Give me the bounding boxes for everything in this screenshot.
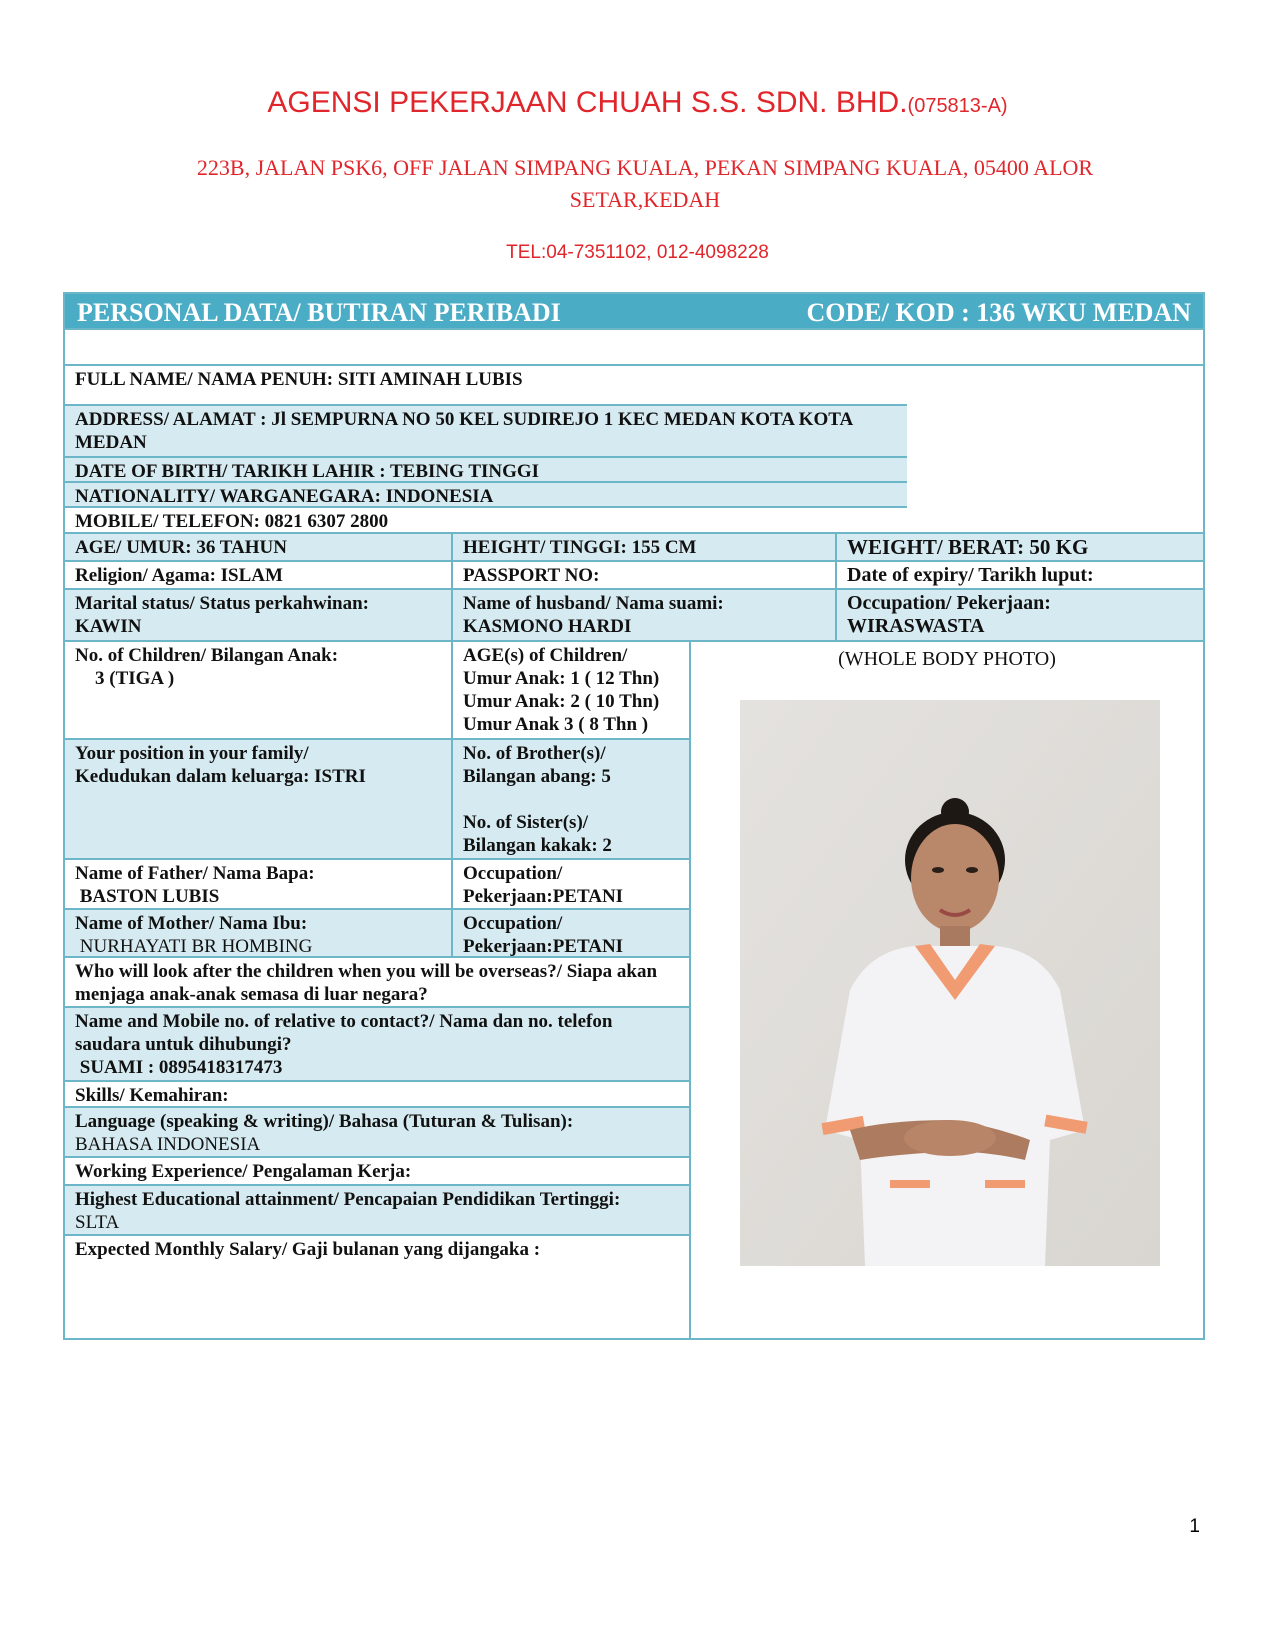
age-cell — [63, 532, 453, 562]
children-ages-cell — [451, 640, 691, 740]
dob-cell — [63, 456, 909, 483]
weight-cell — [835, 532, 1205, 562]
dob: DATE OF BIRTH/ TARIKH LAHIR : TEBING TINGGI — [75, 461, 540, 482]
father-occupation-value: Pekerjaan:PETANI — [463, 886, 624, 907]
position-value: Kedudukan dalam keluarga: ISTRI — [75, 766, 366, 787]
brothers-label: No. of Brother(s)/ — [463, 743, 606, 764]
occupation-cell — [835, 588, 1205, 642]
form-header — [63, 292, 1205, 330]
husband-label: Name of husband/ Nama suami: — [463, 593, 724, 614]
children-age-3: Umur Anak 3 ( 8 Thn ) — [463, 714, 649, 735]
mobile: MOBILE/ TELEFON: 0821 6307 2800 — [75, 511, 389, 532]
experience: Working Experience/ Pengalaman Kerja: — [75, 1161, 412, 1182]
nationality-cell — [63, 481, 909, 508]
mother-label: Name of Mother/ Nama Ibu: — [75, 913, 308, 934]
religion: Religion/ Agama: ISLAM — [75, 565, 283, 586]
position-label: Your position in your family/ — [75, 743, 309, 764]
company-tel: TEL:04-7351102, 012-4098228 — [506, 242, 769, 263]
education-label: Highest Educational attainment/ Pencapaian Pendidikan Tertinggi: — [75, 1189, 621, 1210]
form-code: CODE/ KOD : 136 WKU MEDAN — [806, 298, 1191, 327]
height-cell — [451, 532, 837, 562]
husband-value: KASMONO HARDI — [463, 616, 632, 637]
children-care: Who will look after the children when you will be overseas?/ Siapa akan menjaga anak-anak semasa di luar negara? — [75, 961, 658, 1005]
skills: Skills/ Kemahiran: — [75, 1085, 229, 1106]
blank-row — [63, 328, 1205, 366]
children-age-1: Umur Anak: 1 ( 12 Thn) — [463, 668, 660, 689]
language-value: BAHASA INDONESIA — [75, 1134, 261, 1155]
whole-body-photo — [740, 700, 1160, 1266]
company-name-text: AGENSI PEKERJAAN CHUAH S.S. SDN. BHD. — [267, 86, 908, 119]
marital-value: KAWIN — [75, 616, 142, 637]
husband-cell — [451, 588, 837, 642]
passport: PASSPORT NO: — [463, 565, 600, 586]
occupation-label: Occupation/ Pekerjaan: — [847, 592, 1051, 614]
position-cell — [63, 738, 453, 860]
father-occupation-cell — [451, 858, 691, 910]
mother-occupation-cell — [451, 908, 691, 958]
salary: Expected Monthly Salary/ Gaji bulanan yang dijangaka : — [75, 1239, 541, 1260]
children-label: No. of Children/ Bilangan Anak: — [75, 645, 339, 666]
relative-cell — [63, 1006, 691, 1082]
mother-cell — [63, 908, 453, 958]
mother-occupation-value: Pekerjaan:PETANI — [463, 936, 624, 957]
children-age-2: Umur Anak: 2 ( 10 Thn) — [463, 691, 660, 712]
education-cell — [63, 1184, 691, 1236]
father-cell — [63, 858, 453, 910]
expiry: Date of expiry/ Tarikh luput: — [847, 564, 1094, 586]
marital-cell — [63, 588, 453, 642]
occupation-value: WIRASWASTA — [847, 615, 985, 637]
children-cell — [63, 640, 453, 740]
father-value: BASTON LUBIS — [75, 886, 220, 907]
photo-caption: (WHOLE BODY PHOTO) — [838, 648, 1056, 670]
children-value: 3 (TIGA ) — [95, 668, 175, 689]
father-occupation-label: Occupation/ — [463, 863, 563, 884]
marital-label: Marital status/ Status perkahwinan: — [75, 593, 369, 614]
address: ADDRESS/ ALAMAT : Jl SEMPURNA NO 50 KEL SUDIREJO 1 KEC MEDAN KOTA KOTA MEDAN — [75, 409, 853, 453]
children-care-cell — [63, 956, 691, 1008]
page-number: 1 — [1189, 1516, 1200, 1537]
salary-cell — [63, 1234, 691, 1340]
sisters-label: No. of Sister(s)/ — [463, 812, 589, 833]
nationality: NATIONALITY/ WARGANEGARA: INDONESIA — [75, 486, 494, 507]
full-name: FULL NAME/ NAMA PENUH: SITI AMINAH LUBIS — [75, 369, 523, 390]
company-name — [0, 86, 1275, 120]
height: HEIGHT/ TINGGI: 155 CM — [463, 537, 697, 558]
form-title: PERSONAL DATA/ BUTIRAN PERIBADI — [77, 298, 561, 327]
expiry-cell — [835, 560, 1205, 590]
company-address: 223B, JALAN PSK6, OFF JALAN SIMPANG KUALA, PEKAN SIMPANG KUALA, 05400 ALOR SETAR,KEDAH — [196, 155, 1094, 212]
language-label: Language (speaking & writing)/ Bahasa (Tuturan & Tulisan): — [75, 1111, 574, 1132]
language-cell — [63, 1106, 691, 1158]
company-regno: (075813-A) — [907, 95, 1008, 117]
full-name-cell — [63, 364, 909, 406]
siblings-cell — [451, 738, 691, 860]
education-value: SLTA — [75, 1212, 120, 1233]
mother-value: NURHAYATI BR HOMBING — [75, 936, 313, 957]
experience-cell — [63, 1156, 691, 1186]
address-cell — [63, 404, 909, 458]
mobile-cell — [63, 506, 909, 534]
brothers-value: Bilangan abang: 5 — [463, 766, 611, 787]
relative-value: SUAMI : 0895418317473 — [75, 1057, 283, 1078]
religion-cell — [63, 560, 453, 590]
mother-occupation-label: Occupation/ — [463, 913, 563, 934]
skills-cell — [63, 1080, 691, 1108]
father-label: Name of Father/ Nama Bapa: — [75, 863, 315, 884]
children-ages-label: AGE(s) of Children/ — [463, 645, 628, 666]
sisters-value: Bilangan kakak: 2 — [463, 835, 612, 856]
top-right-blank — [907, 364, 1205, 534]
relative-label: Name and Mobile no. of relative to contact?/ Nama dan no. telefon saudara untuk dihubungi? — [75, 1011, 613, 1055]
person-photo-icon — [740, 700, 1160, 1266]
weight: WEIGHT/ BERAT: 50 KG — [847, 535, 1089, 559]
passport-cell — [451, 560, 837, 590]
age: AGE/ UMUR: 36 TAHUN — [75, 537, 287, 558]
